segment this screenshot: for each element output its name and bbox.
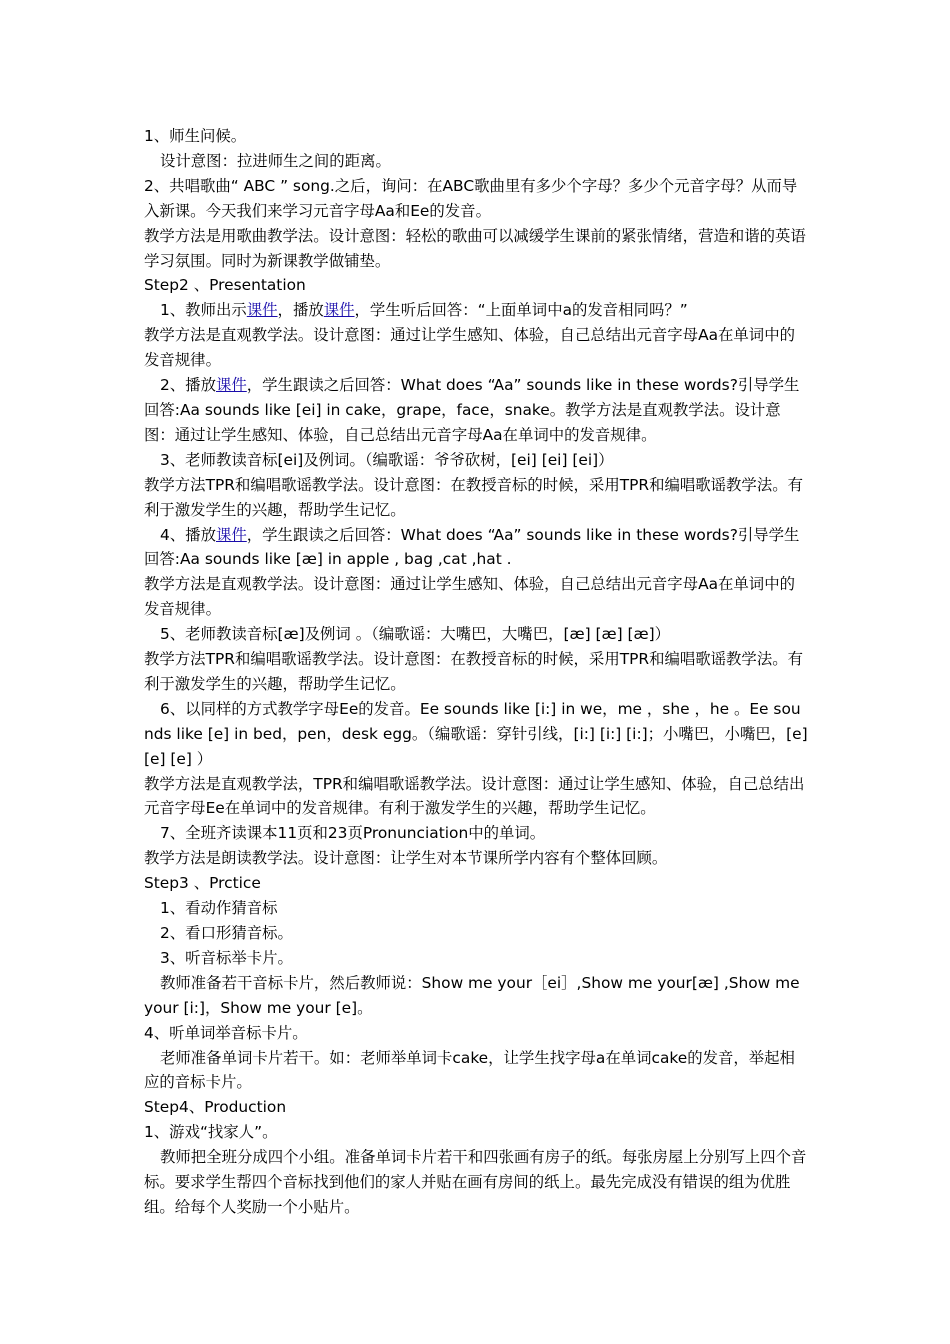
paragraph [144, 772, 810, 822]
courseware-link[interactable]: 课件 [246, 301, 278, 320]
paragraph [144, 647, 810, 697]
paragraph [144, 846, 810, 871]
paragraph [144, 323, 810, 373]
text-segment: ，播放 [277, 301, 324, 320]
text-segment: 教学方法是朗读教学法。设计意图：让学生对本节课所学内容有个整体回顾。 [144, 849, 668, 868]
text-segment: 教师准备若干音标卡片，然后教师说：Show me your［ei］,Show me your[æ] ,Show me your [i:]，Show me your [e]。 [144, 973, 800, 1017]
paragraph [144, 448, 810, 473]
text-segment: 1、游戏“找家人”。 [144, 1123, 278, 1142]
paragraph [144, 523, 810, 573]
text-segment: 2、播放 [160, 376, 216, 395]
text-segment: 7、全班齐读课本11页和23页Pronunciation中的单词。 [160, 824, 546, 843]
paragraph [144, 1095, 810, 1120]
text-segment: 设计意图：拉进师生之间的距离。 [160, 151, 391, 170]
text-segment: 3、老师教读音标[ei]及例词。（编歌谣：爷爷砍树，[ei] [ei] [ei]） [160, 450, 614, 469]
paragraph [144, 1021, 810, 1046]
paragraph [144, 1120, 810, 1145]
paragraph [144, 298, 810, 323]
text-segment: 1、教师出示 [160, 301, 247, 320]
courseware-link[interactable]: 课件 [323, 301, 355, 320]
text-segment: Step4、Production [144, 1098, 287, 1117]
paragraph [144, 821, 810, 846]
text-segment: 4、听单词举音标卡片。 [144, 1023, 308, 1042]
paragraph [144, 273, 810, 298]
text-segment: 4、播放 [160, 525, 216, 544]
text-segment: 教学方法是直观教学法，TPR和编唱歌谣教学法。设计意图：通过让学生感知、体验，自己总结出元音字母Ee在单词中的发音规律。有利于激发学生的兴趣，帮助学生记忆。 [144, 774, 805, 818]
paragraph [144, 124, 810, 149]
paragraph [144, 373, 810, 448]
text-segment: 3、听音标举卡片。 [160, 948, 293, 967]
text-segment: 1、师生问候。 [144, 127, 247, 145]
text-segment: 老师准备单词卡片若干。如：老师举单词卡cake，让学生找字母a在单词cake的发音，举起相应的音标卡片。 [144, 1048, 795, 1092]
text-segment: 教学方法TPR和编唱歌谣教学法。设计意图：在教授音标的时候，采用TPR和编唱歌谣教学法。有利于激发学生的兴趣，帮助学生记忆。 [144, 650, 803, 693]
text-segment: 教师把全班分成四个小组。准备单词卡片若干和四张画有房子的纸。每张房屋上分别写上四个音标。要求学生帮四个音标找到他们的家人并贴在画有房间的纸上。最先完成没有错误的组为优胜组。给每个人奖励一个小贴片。 [144, 1148, 807, 1216]
paragraph [144, 473, 810, 523]
text-segment: Step2 、Presentation [144, 276, 306, 295]
text-segment: ，学生跟读之后回答：What does “Aa” sounds like in these words?引导学生回答:Aa sounds like [ei] in cake，grape，face，snake。教学方法是直观教学法。设计意图：通过让学生感知、体验，自己总结出元音字母Aa在单词中的发音规律。 [144, 376, 800, 444]
paragraph [144, 871, 810, 896]
paragraph [144, 896, 810, 921]
paragraph [144, 1046, 810, 1096]
text-segment: 5、老师教读音标[æ]及例词 。（编歌谣：大嘴巴，大嘴巴，[æ] [æ] [æ]） [160, 625, 671, 644]
courseware-link[interactable]: 课件 [215, 525, 247, 544]
text-segment: 教学方法是用歌曲教学法。设计意图：轻松的歌曲可以减缓学生课前的紧张情绪，营造和谐的英语学习氛围。同时为新课教学做铺垫。 [144, 226, 806, 270]
text-segment: 2、共唱歌曲“ ABC ” song.之后，询问：在ABC歌曲里有多少个字母？多少个元音字母？从而导入新课。今天我们来学习元音字母Aa和Ee的发音。 [144, 176, 798, 220]
text-segment: Step3 、Prctice [144, 874, 261, 893]
paragraph [144, 921, 810, 946]
text-segment: 教学方法是直观教学法。设计意图：通过让学生感知、体验，自己总结出元音字母Aa在单词中的发音规律。 [144, 326, 795, 370]
document-body [144, 124, 810, 1220]
text-segment: ，学生听后回答：“上面单词中a的发音相同吗？” [354, 301, 688, 320]
paragraph [144, 622, 810, 647]
paragraph [144, 971, 810, 1021]
paragraph [144, 149, 810, 174]
text-segment: 2、看口形猜音标。 [160, 924, 293, 942]
paragraph [144, 697, 810, 772]
text-segment: ，学生跟读之后回答：What does “Aa” sounds like in these words?引导学生回答:Aa sounds like [æ] in apple , bag ,cat ,hat . [144, 525, 800, 569]
courseware-link[interactable]: 课件 [215, 376, 247, 395]
paragraph [144, 572, 810, 622]
paragraph [144, 946, 810, 971]
paragraph [144, 1145, 810, 1220]
paragraph [144, 174, 810, 224]
text-segment: 6、以同样的方式教学字母Ee的发音。Ee sounds like [i:] in we，me ，she ，he 。Ee sounds like [e] in bed，pen，desk egg。（编歌谣：穿针引线，[i:] [i:] [i:]；小嘴巴，小嘴巴，[e] [e] [e] ） [144, 699, 808, 768]
text-segment: 教学方法TPR和编唱歌谣教学法。设计意图：在教授音标的时候，采用TPR和编唱歌谣教学法。有利于激发学生的兴趣，帮助学生记忆。 [144, 475, 803, 519]
paragraph [144, 224, 810, 274]
text-segment: 教学方法是直观教学法。设计意图：通过让学生感知、体验，自己总结出元音字母Aa在单词中的发音规律。 [144, 575, 795, 619]
text-segment: 1、看动作猜音标 [160, 899, 278, 918]
